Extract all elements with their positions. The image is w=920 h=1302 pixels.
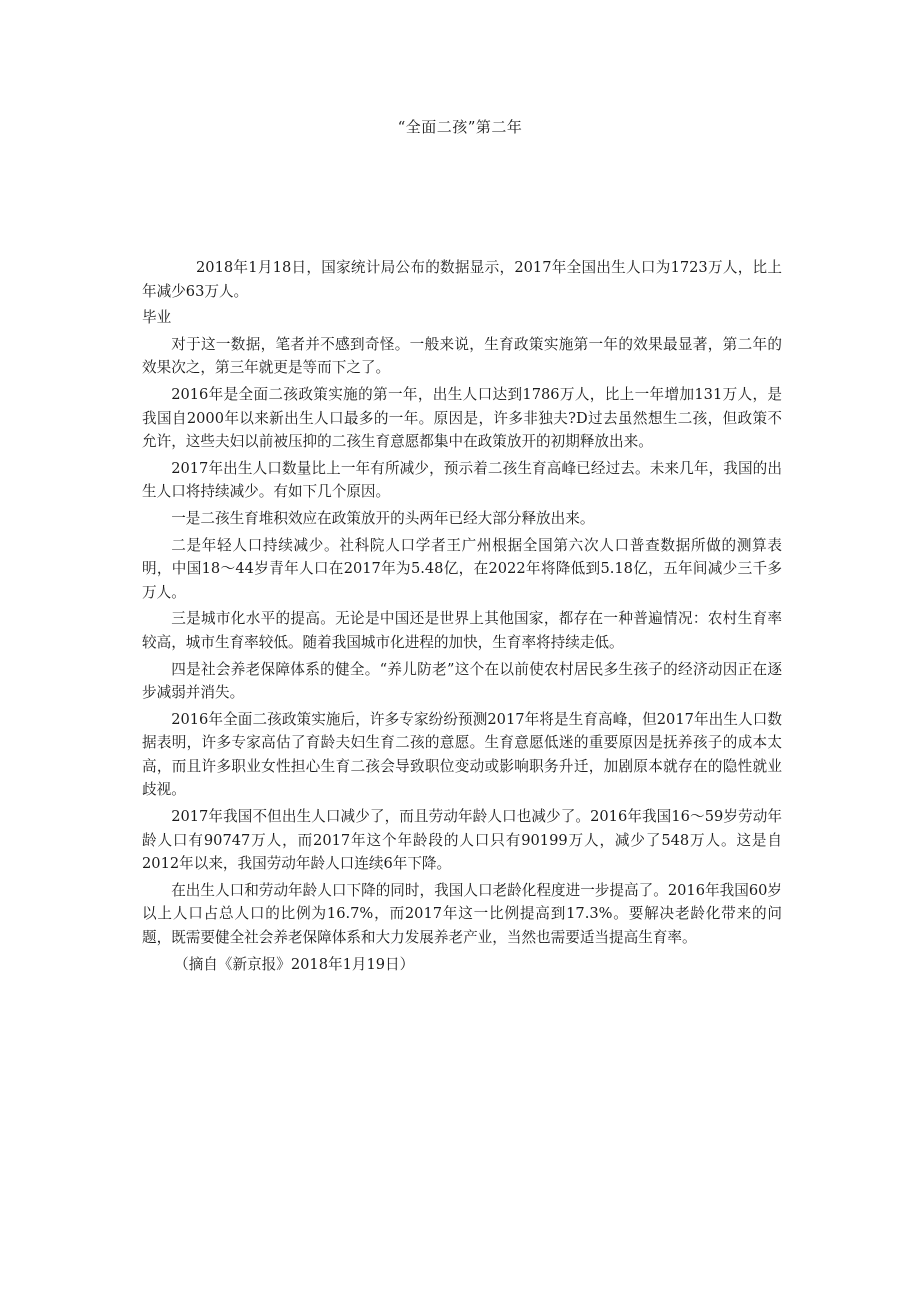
paragraph: 二是年轻人口持续减少。社科院人口学者王广州根据全国第六次人口普查数据所做的测算表明，中国18～44岁青年人口在2017年为5.48亿，在2022年将降低到5.18亿，五年间减少三千多万人。 [142, 536, 782, 601]
article-title: “全面二孩”第二年 [397, 118, 523, 136]
paragraph: 四是社会养老保障体系的健全。“养儿防老”这个在以前使农村居民多生孩子的经济动因正在逐步减弱并消失。 [142, 660, 782, 702]
paragraph: 一是二孩生育堆积效应在政策放开的头两年已经大部分释放出来。 [171, 509, 595, 527]
paragraph: 三是城市化水平的提高。无论是中国还是世界上其他国家，都存在一种普遍情况：农村生育率较高，城市生育率较低。随着我国城市化进程的加快，生育率将持续走低。 [142, 610, 782, 651]
paragraph: 对于这一数据，笔者并不感到奇怪。一般来说，生育政策实施第一年的效果最显著，第二年的效果次之，第三年就更是等而下之了。 [142, 335, 782, 377]
paragraph: 在出生人口和劳动年龄人口下降的同时，我国人口老龄化程度进一步提高了。2016年我国60岁以上人口占总人口的比例为16.7%，而2017年这一比例提高到17.3%。要解决老龄化带来的问题，既需要健全社会养老保障体系和大力发展养老产业，当然也需要适当提高生育率。 [142, 881, 782, 947]
paragraph: 2016年是全面二孩政策实施的第一年，出生人口达到1786万人，比上一年增加131万人，是我国自2000年以来新出生人口最多的一年。原因是，许多非独夫?D过去虽然想生二孩，但政策不允许，这些夫妇以前被压抑的二孩生育意愿都集中在政策放开的初期释放出来。 [142, 385, 782, 451]
article-body [142, 256, 782, 979]
source-citation: （摘自《新京报》2018年1月19日） [174, 955, 415, 973]
paragraph: 2016年全面二孩政策实施后，许多专家纷纷预测2017年将是生育高峰，但2017年出生人口数据表明，许多专家高估了育龄夫妇生育二孩的意愿。生育意愿低迷的重要原因是抚养孩子的成本太高，而且许多职业女性担心生育二孩会导致职位变动或影响职务升迁，加剧原本就存在的隐性就业歧视。 [142, 710, 782, 799]
paragraph: 2017年出生人口数量比上一年有所减少，预示着二孩生育高峰已经过去。未来几年，我国的出生人口将持续减少。有如下几个原因。 [142, 459, 782, 501]
paragraph-stray-word: 毕业 [142, 309, 172, 327]
paragraph: 2017年我国不但出生人口减少了，而且劳动年龄人口也减少了。2016年我国16～59岁劳动年龄人口有90747万人，而2017年这个年龄段的人口只有90199万人，减少了548万人。这是自2012年以来，我国劳动年龄人口连续6年下降。 [142, 808, 782, 873]
paragraph-intro: 2018年1月18日，国家统计局公布的数据显示，2017年全国出生人口为1723万人，比上年减少63万人。 [142, 259, 782, 300]
